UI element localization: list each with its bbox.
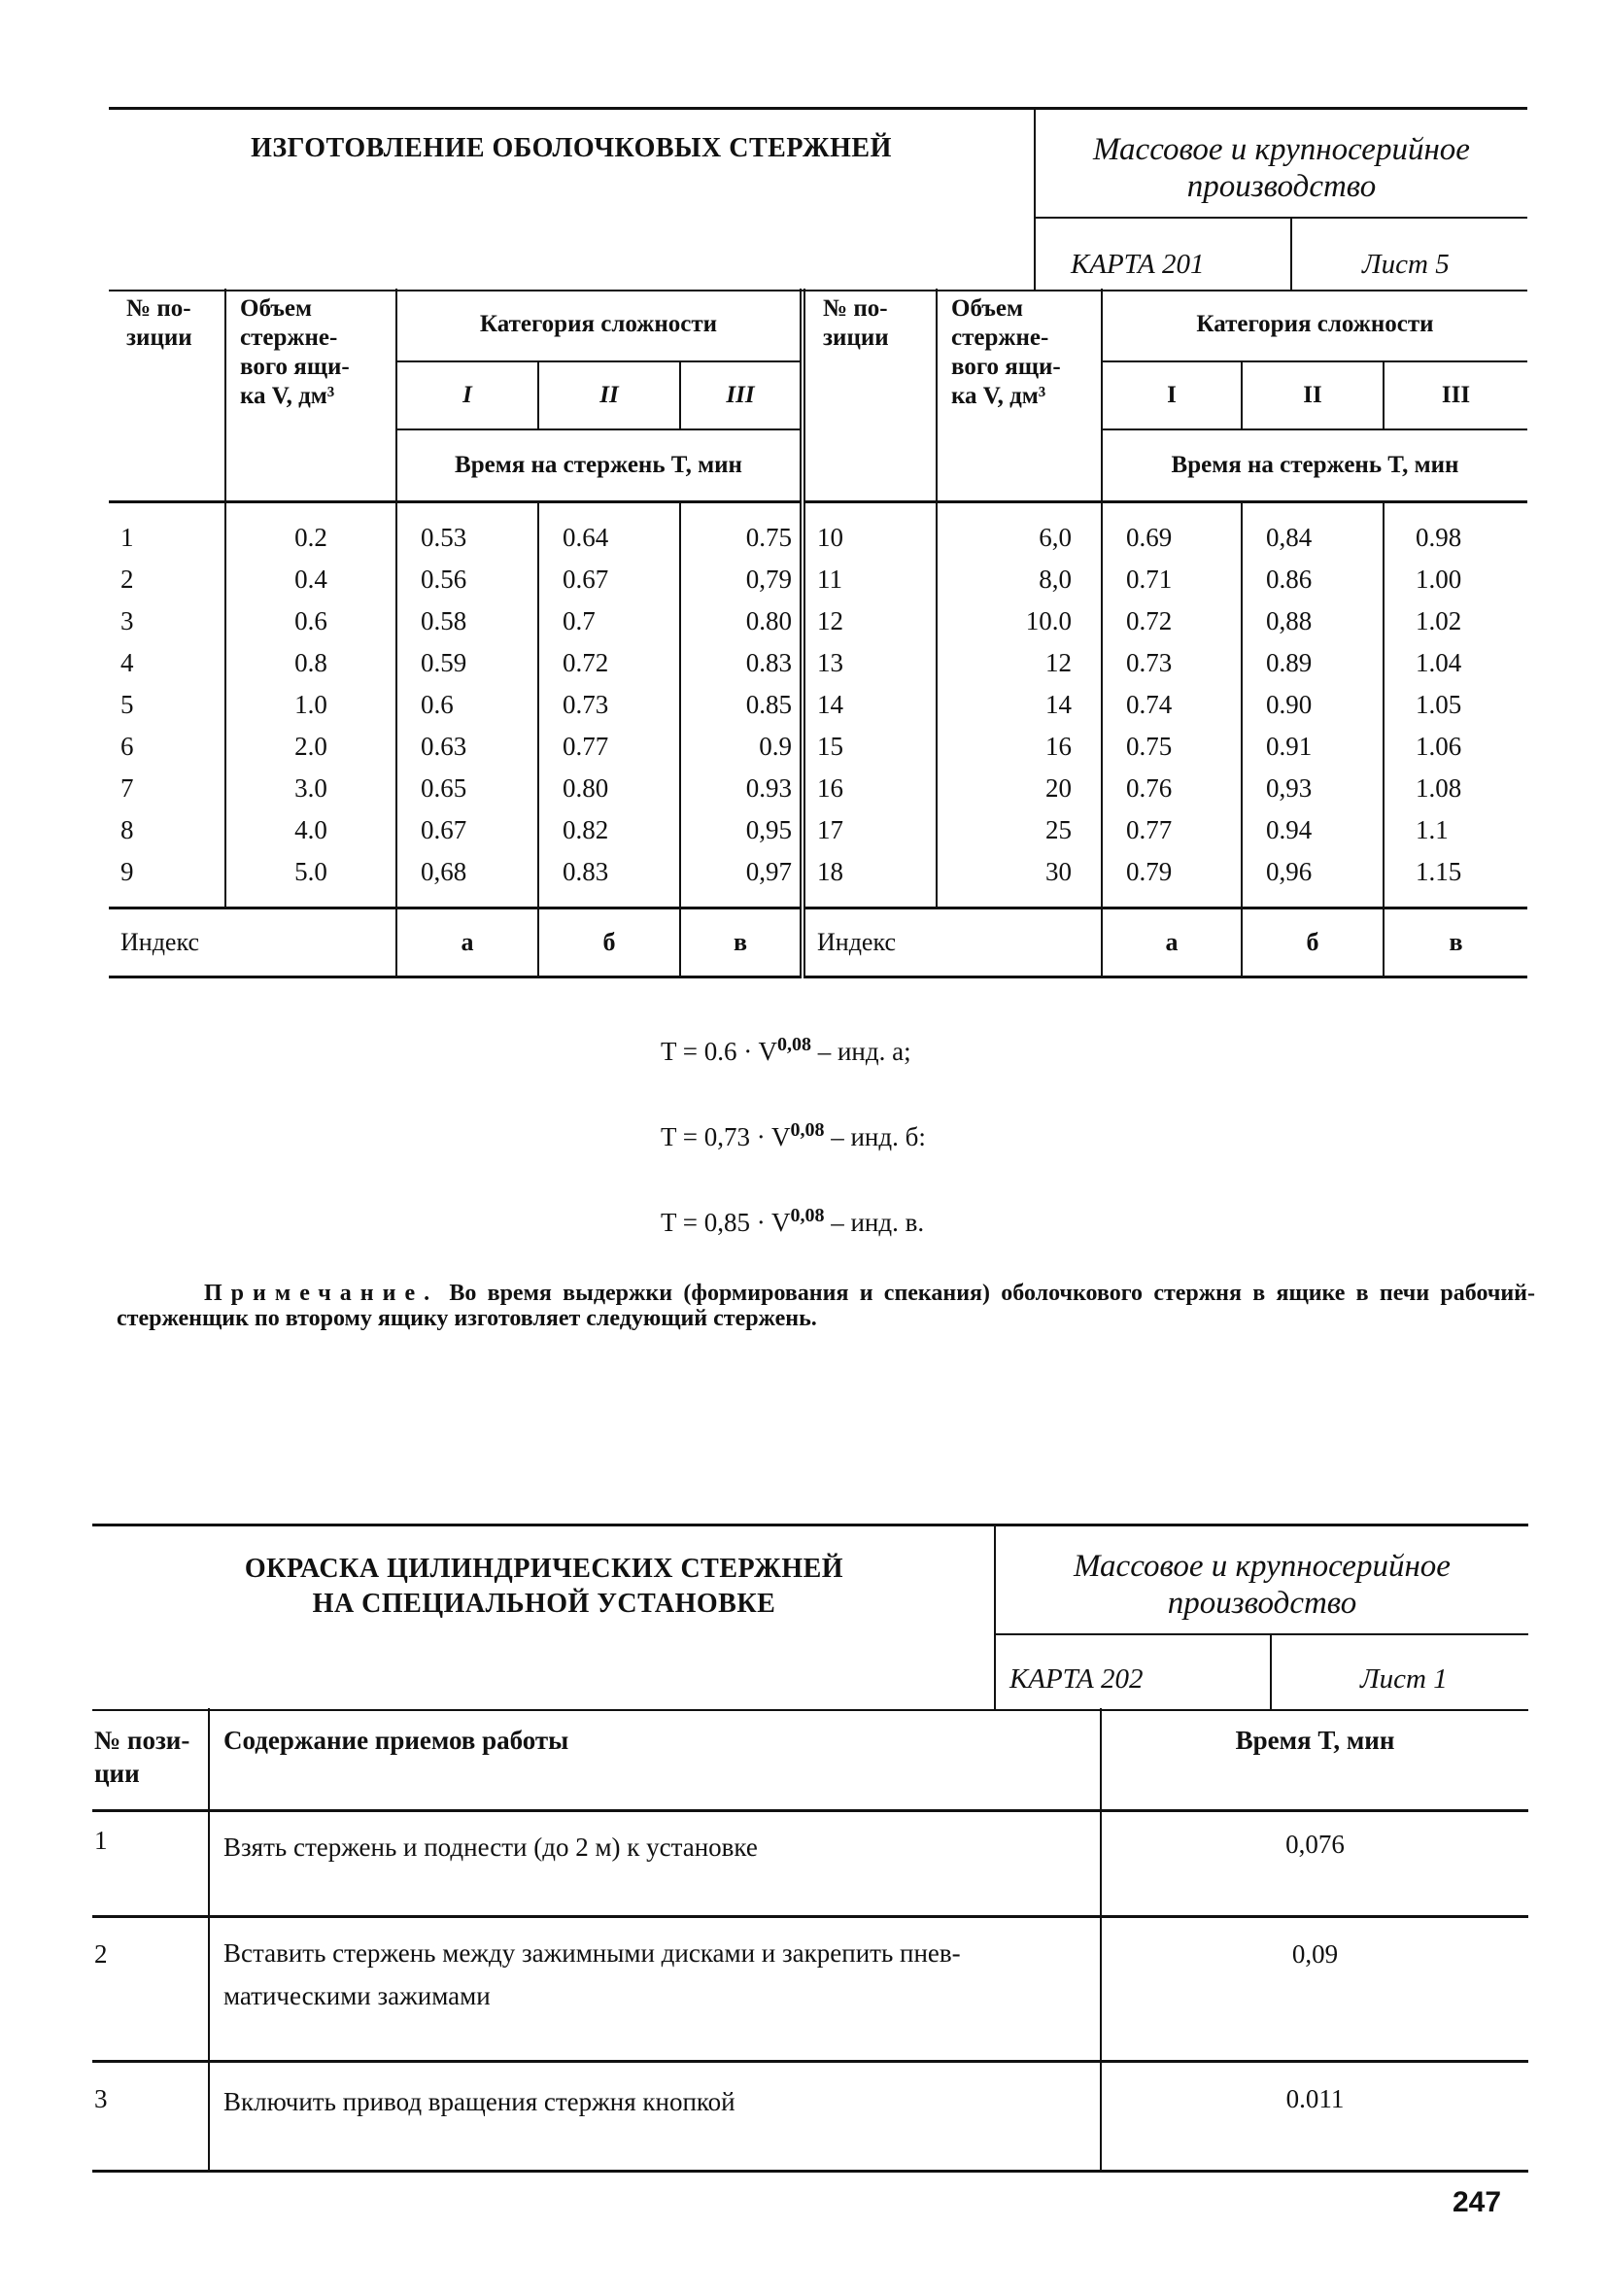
index-label: Индекс: [109, 908, 396, 977]
row-time-cat1-right: 0.73: [1102, 642, 1242, 684]
table-row: [109, 559, 1527, 600]
row-position: 8: [120, 815, 134, 844]
row-position: 3: [92, 2062, 209, 2172]
row-time-cat1: 0.58: [396, 600, 538, 642]
header-time-right: Время на стержень T, мин: [1102, 429, 1527, 502]
header-cat-1: I: [396, 361, 538, 429]
row-position-right: 16: [803, 768, 937, 809]
row-time-cat3-right: 1.00: [1384, 559, 1527, 600]
row-position-right: 14: [803, 684, 937, 726]
row-time-cat3: 0,79: [680, 559, 803, 600]
header-position-right: № по- зиции: [803, 289, 937, 502]
row-time-cat1: 0.59: [396, 642, 538, 684]
row-position: 6: [120, 732, 134, 761]
row-time-cat1: 0,68: [396, 851, 538, 908]
row-position: 9: [120, 857, 134, 886]
index-c: в: [680, 908, 803, 977]
row-volume-right: 16: [937, 726, 1102, 768]
table-row: [92, 1811, 1528, 1917]
row-time-cat3: 0,97: [680, 851, 803, 908]
row-time-cat3: 0.93: [680, 768, 803, 809]
row-time-cat2: 0.80: [538, 768, 680, 809]
row-volume-right: 8,0: [937, 559, 1102, 600]
row-time-cat1: 0.65: [396, 768, 538, 809]
row-position: 1: [92, 1811, 209, 1917]
row-position-right: 10: [803, 502, 937, 560]
row-position-right: 11: [803, 559, 937, 600]
note: [117, 1281, 1535, 1331]
row-time-cat3: 0.75: [680, 502, 803, 560]
card-201-sheet: Лист 5: [1362, 249, 1450, 280]
row-position: 1: [120, 523, 134, 552]
row-time-cat2: 0.83: [538, 851, 680, 908]
row-time: 0,076: [1101, 1811, 1528, 1917]
table-row: [109, 684, 1527, 726]
row-time-cat1: 0.63: [396, 726, 538, 768]
header-category-right: Категория сложности: [1102, 289, 1527, 361]
header-cat-3-right: III: [1384, 361, 1527, 429]
row-time-cat3-right: 1.08: [1384, 768, 1527, 809]
row-time: 0.011: [1101, 2062, 1528, 2172]
table-row: [109, 600, 1527, 642]
row-volume: 0.4: [225, 559, 396, 600]
row-volume-right: 20: [937, 768, 1102, 809]
row-time-cat2-right: 0,96: [1242, 851, 1384, 908]
row-content: Взять стержень и поднести (до 2 м) к установке: [209, 1811, 1101, 1917]
header-content: Содержание приемов работы: [209, 1708, 1101, 1811]
row-time-cat2-right: 0,88: [1242, 600, 1384, 642]
row-position: 4: [120, 648, 134, 677]
row-volume-right: 25: [937, 809, 1102, 851]
row-time-cat2: 0.72: [538, 642, 680, 684]
row-content: Включить привод вращения стержня кнопкой: [209, 2062, 1101, 2172]
row-time: 0,09: [1101, 1917, 1528, 2062]
index-c-right: в: [1384, 908, 1527, 977]
row-position-right: 18: [803, 851, 937, 908]
header-category: Категория сложности: [396, 289, 803, 361]
row-time-cat3-right: 1.02: [1384, 600, 1527, 642]
row-time-cat2-right: 0.89: [1242, 642, 1384, 684]
row-time-cat1-right: 0.75: [1102, 726, 1242, 768]
table-row: [109, 851, 1527, 908]
row-volume: 4.0: [225, 809, 396, 851]
row-position: 2: [92, 1917, 209, 2062]
row-time-cat1: 0.53: [396, 502, 538, 560]
card-201-production: Массовое и крупносерийное производство: [1093, 132, 1470, 204]
row-time-cat1: 0.56: [396, 559, 538, 600]
row-volume-right: 12: [937, 642, 1102, 684]
row-volume: 3.0: [225, 768, 396, 809]
row-time-cat1-right: 0.77: [1102, 809, 1242, 851]
table-row: [109, 726, 1527, 768]
row-time-cat3-right: 1.06: [1384, 726, 1527, 768]
row-time-cat1-right: 0.71: [1102, 559, 1242, 600]
table-row: [109, 768, 1527, 809]
row-time-cat1-right: 0.72: [1102, 600, 1242, 642]
row-time-cat2: 0.73: [538, 684, 680, 726]
table-row: [92, 1917, 1528, 2062]
card-201-header: [109, 107, 1527, 291]
row-time-cat3: 0.9: [680, 726, 803, 768]
row-time-cat2: 0.7: [538, 600, 680, 642]
table-row: [109, 809, 1527, 851]
row-time-cat2-right: 0.91: [1242, 726, 1384, 768]
row-time-cat2: 0.67: [538, 559, 680, 600]
row-time-cat1-right: 0.74: [1102, 684, 1242, 726]
row-time-cat2-right: 0.90: [1242, 684, 1384, 726]
header-cat-2: II: [538, 361, 680, 429]
row-time-cat2: 0.64: [538, 502, 680, 560]
row-position-right: 13: [803, 642, 937, 684]
card-202-title: ОКРАСКА ЦИЛИНДРИЧЕСКИХ СТЕРЖНЕЙ НА СПЕЦИАЛЬНОЙ УСТАНОВКЕ: [244, 1554, 844, 1619]
card-202-production: Массовое и крупносерийное производство: [1074, 1549, 1451, 1621]
row-time-cat2-right: 0.86: [1242, 559, 1384, 600]
formula-b: T = 0,73 · V$^{0,08}$ – инд. б:: [661, 1119, 926, 1151]
row-volume-right: 6,0: [937, 502, 1102, 560]
row-time-cat2-right: 0,84: [1242, 502, 1384, 560]
header-position-2: № пози- ции: [92, 1708, 209, 1811]
row-position: 5: [120, 690, 134, 719]
row-volume: 2.0: [225, 726, 396, 768]
row-volume-right: 30: [937, 851, 1102, 908]
header-position: № по- зиции: [109, 289, 225, 502]
row-time-cat1: 0.6: [396, 684, 538, 726]
card-202-sheet: Лист 1: [1360, 1663, 1448, 1695]
row-time-cat3: 0.85: [680, 684, 803, 726]
header-time: Время на стержень T, мин: [396, 429, 803, 502]
row-time-cat1-right: 0.76: [1102, 768, 1242, 809]
row-position: 7: [120, 773, 134, 803]
row-content: Вставить стержень между зажимными дисками и закрепить пнев- матическими зажимами: [209, 1917, 1101, 2062]
row-time-cat3-right: 1.05: [1384, 684, 1527, 726]
row-position-right: 12: [803, 600, 937, 642]
row-volume-right: 10.0: [937, 600, 1102, 642]
page-number: 247: [1453, 2186, 1502, 2218]
operations-table: [92, 1708, 1528, 2173]
row-position-right: 17: [803, 809, 937, 851]
row-volume: 0.8: [225, 642, 396, 684]
formula-c: T = 0,85 · V$^{0,08}$ – инд. в.: [661, 1205, 925, 1237]
time-norms-table: [109, 289, 1527, 978]
row-volume: 0.6: [225, 600, 396, 642]
card-201-label: КАРТА 201: [1071, 249, 1205, 280]
row-position: 2: [120, 565, 134, 594]
header-cat-1-right: I: [1102, 361, 1242, 429]
row-time-cat2: 0.82: [538, 809, 680, 851]
header-cat-3: III: [680, 361, 803, 429]
row-volume: 0.2: [225, 502, 396, 560]
index-a: а: [396, 908, 538, 977]
note-lead: Примечание.: [204, 1281, 439, 1306]
row-time-cat3-right: 1.04: [1384, 642, 1527, 684]
row-volume-right: 14: [937, 684, 1102, 726]
index-a-right: а: [1102, 908, 1242, 977]
table-row: [109, 502, 1527, 560]
index-b: б: [538, 908, 680, 977]
card-202-header: [92, 1524, 1528, 1711]
note-text: Во время выдержки (формирования и спекания) оболочкового стержня в ящике в печи рабочий-стерженщик по второму ящику изготовляет следующий стержень.: [117, 1281, 1535, 1331]
time-norms-body: [109, 502, 1527, 908]
index-label-right: Индекс: [803, 908, 1102, 977]
header-volume: Объем стержне- вого ящи- ка V, дм³: [225, 289, 396, 502]
row-time-cat3: 0,95: [680, 809, 803, 851]
row-time-cat2: 0.77: [538, 726, 680, 768]
row-time-cat3-right: 1.1: [1384, 809, 1527, 851]
row-position-right: 15: [803, 726, 937, 768]
row-time-cat3: 0.83: [680, 642, 803, 684]
row-position: 3: [120, 606, 134, 635]
row-time-cat1-right: 0.79: [1102, 851, 1242, 908]
row-time-cat3-right: 1.15: [1384, 851, 1527, 908]
table-row: [92, 2062, 1528, 2172]
header-volume-right: Объем стержне- вого ящи- ка V, дм³: [937, 289, 1102, 502]
row-time-cat1: 0.67: [396, 809, 538, 851]
card-202-label: КАРТА 202: [1009, 1663, 1144, 1695]
row-volume: 5.0: [225, 851, 396, 908]
row-time-cat3-right: 0.98: [1384, 502, 1527, 560]
row-time-cat1-right: 0.69: [1102, 502, 1242, 560]
row-time-cat2-right: 0.94: [1242, 809, 1384, 851]
row-time-cat3: 0.80: [680, 600, 803, 642]
header-time-2: Время T, мин: [1101, 1708, 1528, 1811]
formula-a: T = 0.6 · V$^{0,08}$ – инд. а;: [661, 1034, 911, 1066]
index-b-right: б: [1242, 908, 1384, 977]
row-volume: 1.0: [225, 684, 396, 726]
card-201-title: ИЗГОТОВЛЕНИЕ ОБОЛОЧКОВЫХ СТЕРЖНЕЙ: [251, 133, 892, 163]
row-time-cat2-right: 0,93: [1242, 768, 1384, 809]
header-cat-2-right: II: [1242, 361, 1384, 429]
table-row: [109, 642, 1527, 684]
